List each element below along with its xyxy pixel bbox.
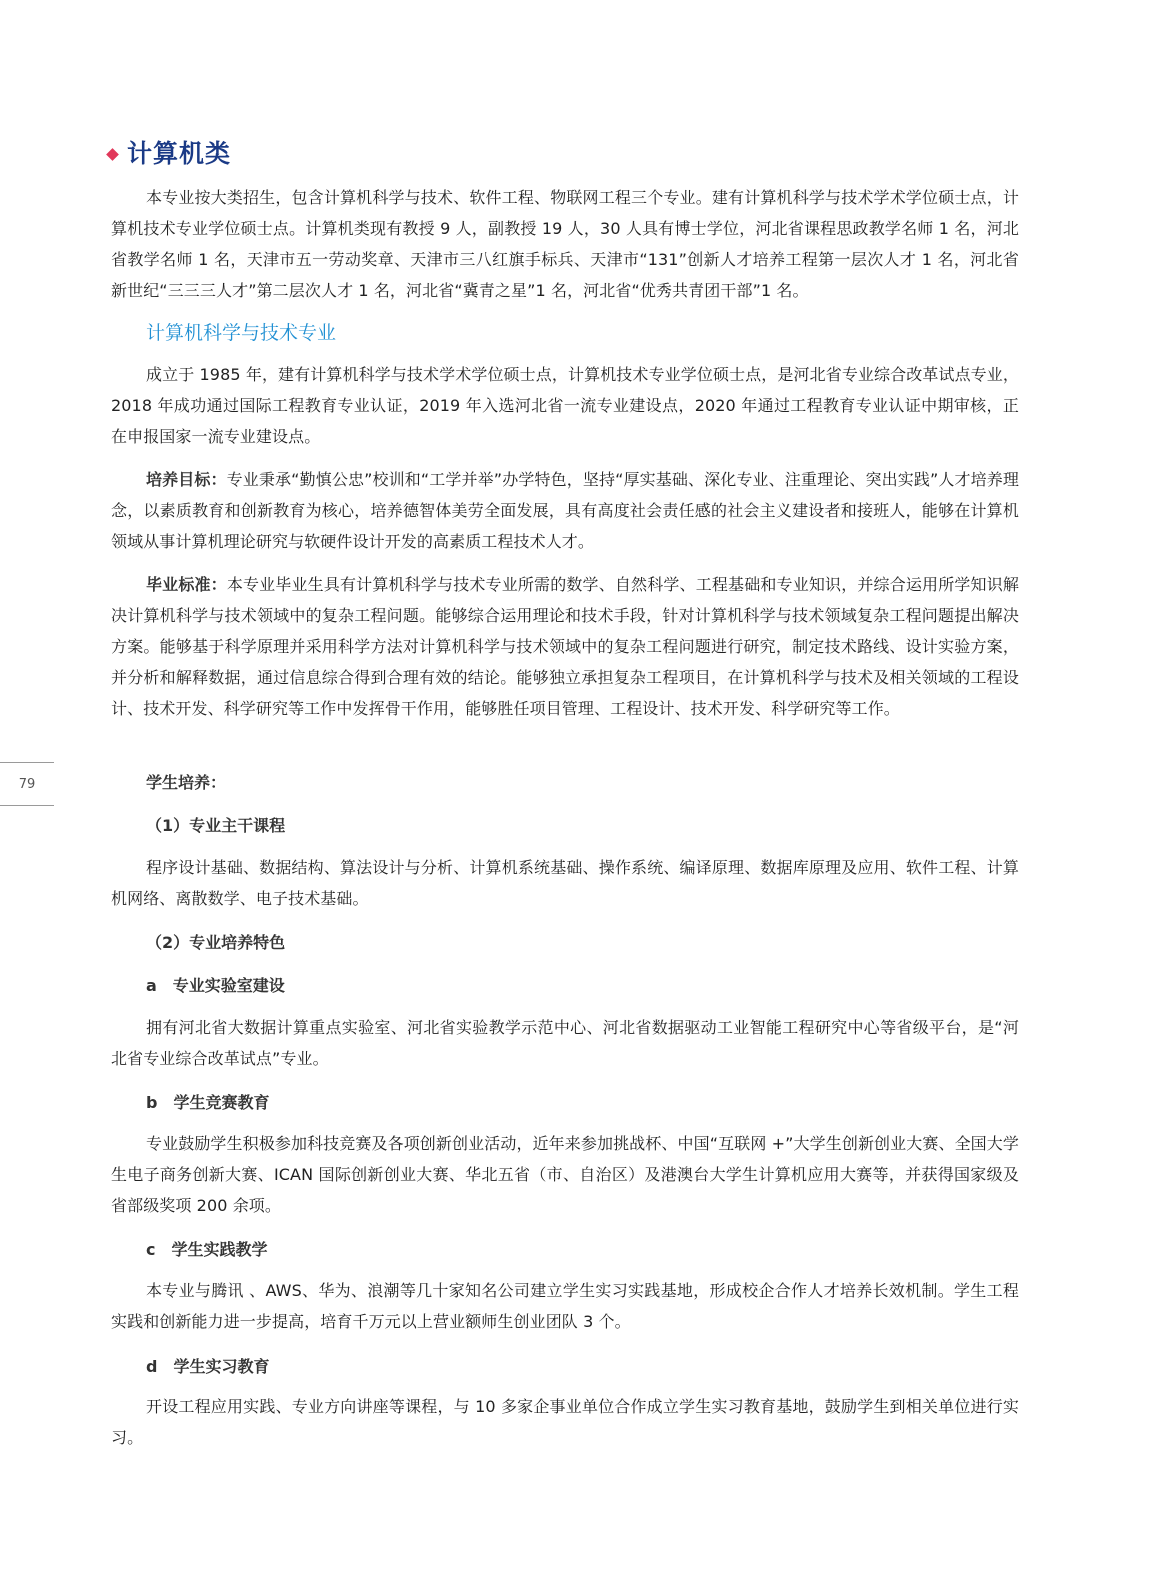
page-number: 79 [0,762,54,806]
section-title [108,134,231,170]
section-title-text: 计算机类 [127,139,232,168]
practice-paragraph: 本专业与腾讯 、AWS、华为、浪潮等几十家知名公司建立学生实习实践基地，形成校企合作人才培养长效机制。学生工程实践和创新能力进一步提高，培育千万元以上营业额师生创业团队 3 个。 [111,1281,1019,1331]
intro-paragraph: 本专业按大类招生，包含计算机科学与技术、软件工程、物联网工程三个专业。建有计算机科学与技术学术学位硕士点，计算机技术专业学位硕士点。计算机类现有教授 9 人，副教授 19 人，30 人具有博士学位，河北省课程思政教学名师 1 名，河北省教学名师 1 名，天津市五一劳动奖章、天津市三八红旗手标兵、天津市“131”创新人才培养工程第一层次人才 1 名，河北省新世纪“三三三人才”第二层次人才 1 名，河北省“冀青之星”1 名，河北省“优秀共青团干部”1 名。 [111,188,1019,300]
major-subtitle: 计算机科学与技术专业 [146,322,337,344]
intern-paragraph: 开设工程应用实践、专业方向讲座等课程，与 10 多家企事业单位合作成立学生实习教育基地，鼓励学生到相关单位进行实习。 [111,1397,1019,1447]
courses-paragraph: 程序设计基础、数据结构、算法设计与分析、计算机系统基础、操作系统、编译原理、数据库原理及应用、软件工程、计算机网络、离散数学、电子技术基础。 [111,858,1019,908]
diamond-bullet-icon [106,148,119,161]
lab-heading: a 专业实验室建设 [146,976,285,995]
standard-paragraph [111,569,1019,724]
history-paragraph: 成立于 1985 年，建有计算机科学与技术学术学位硕士点，计算机技术专业学位硕士点，是河北省专业综合改革试点专业，2018 年成功通过国际工程教育专业认证，2019 年入选河北省一流专业建设点，2020 年通过工程教育专业认证中期审核，正在申报国家一流专业建设点。 [111,365,1019,446]
courses-heading: （1）专业主干课程 [146,816,286,835]
standard-label: 毕业标准： [146,575,227,594]
practice-heading: c 学生实践教学 [146,1240,268,1259]
training-heading: 学生培养： [146,773,227,792]
lab-paragraph: 拥有河北省大数据计算重点实验室、河北省实验教学示范中心、河北省数据驱动工业智能工程研究中心等省级平台，是“河北省专业综合改革试点”专业。 [111,1018,1019,1068]
goal-paragraph [111,464,1019,557]
contest-heading: b 学生竞赛教育 [146,1093,270,1112]
contest-paragraph: 专业鼓励学生积极参加科技竞赛及各项创新创业活动，近年来参加挑战杯、中国“互联网 +”大学生创新创业大赛、全国大学生电子商务创新大赛、ICAN 国际创新创业大赛、华北五省（市、自治区）及港澳台大学生计算机应用大赛等，并获得国家级及省部级奖项 200 余项。 [111,1134,1019,1215]
goal-label: 培养目标： [146,470,227,489]
intern-heading: d 学生实习教育 [146,1357,270,1376]
features-heading: （2）专业培养特色 [146,933,286,952]
standard-text: 本专业毕业生具有计算机科学与技术专业所需的数学、自然科学、工程基础和专业知识，并综合运用所学知识解决计算机科学与技术领域中的复杂工程问题。能够综合运用理论和技术手段，针对计算机科学与技术领域复杂工程问题提出解决方案。能够基于科学原理并采用科学方法对计算机科学与技术领域中的复杂工程问题进行研究，制定技术路线、设计实验方案，并分析和解释数据，通过信息综合得到合理有效的结论。能够独立承担复杂工程项目，在计算机科学与技术及相关领域的工程设计、技术开发、科学研究等工作中发挥骨干作用，能够胜任项目管理、工程设计、技术开发、科学研究等工作。 [111,575,1019,718]
goal-text: 专业秉承“勤慎公忠”校训和“工学并举”办学特色，坚持“厚实基础、深化专业、注重理论、突出实践”人才培养理念，以素质教育和创新教育为核心，培养德智体美劳全面发展，具有高度社会责任感的社会主义建设者和接班人，能够在计算机领域从事计算机理论研究与软硬件设计开发的高素质工程技术人才。 [111,470,1019,551]
